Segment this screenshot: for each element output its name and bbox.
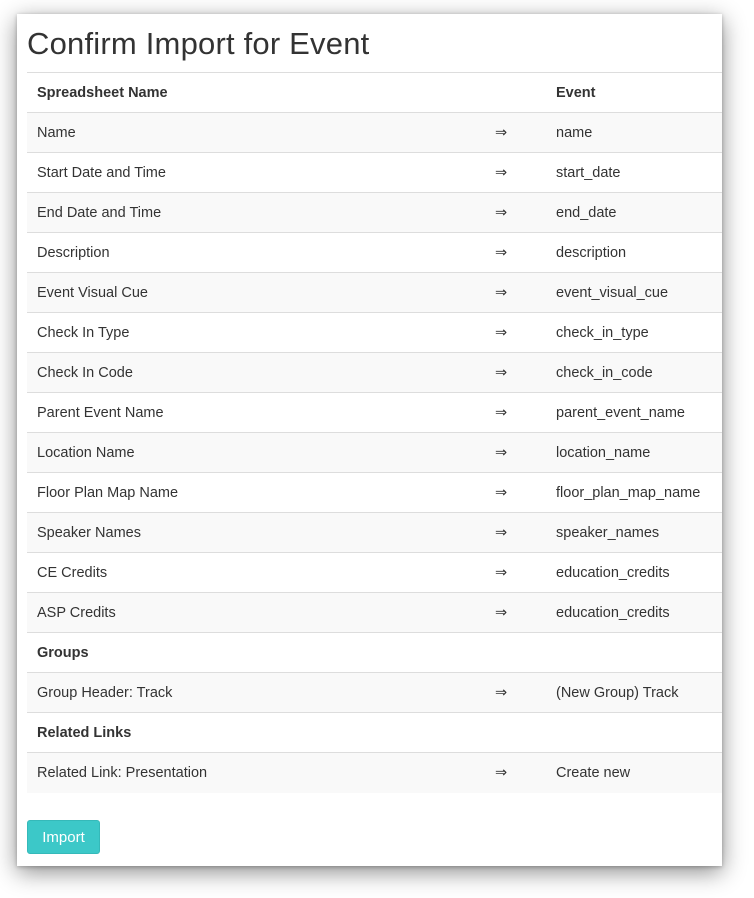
mapping-arrow-icon: ⇒ xyxy=(485,433,546,473)
row-target: event_visual_cue xyxy=(546,273,722,313)
row-source: Name xyxy=(27,113,485,153)
header-event: Event xyxy=(546,73,722,113)
mapping-arrow-icon: ⇒ xyxy=(485,513,546,553)
mapping-arrow-icon: ⇒ xyxy=(485,273,546,313)
mapping-arrow-icon: ⇒ xyxy=(485,313,546,353)
row-source: Floor Plan Map Name xyxy=(27,473,485,513)
row-target: start_date xyxy=(546,153,722,193)
row-target: description xyxy=(546,233,722,273)
row-source: Group Header: Track xyxy=(27,673,485,713)
mapping-arrow-icon: ⇒ xyxy=(485,233,546,273)
table-row xyxy=(27,353,722,393)
mapping-arrow-icon: ⇒ xyxy=(485,473,546,513)
row-target: check_in_type xyxy=(546,313,722,353)
table-row xyxy=(27,393,722,433)
row-target: end_date xyxy=(546,193,722,233)
mapping-arrow-icon: ⇒ xyxy=(485,753,546,793)
mapping-arrow-icon: ⇒ xyxy=(485,353,546,393)
table-row xyxy=(27,513,722,553)
row-source: Event Visual Cue xyxy=(27,273,485,313)
table-row xyxy=(27,153,722,193)
row-source: ASP Credits xyxy=(27,593,485,633)
header-spreadsheet-name: Spreadsheet Name xyxy=(27,73,485,113)
row-source: Speaker Names xyxy=(27,513,485,553)
table-row xyxy=(27,313,722,353)
mapping-arrow-icon: ⇒ xyxy=(485,593,546,633)
table-row xyxy=(27,753,722,793)
table-row xyxy=(27,113,722,153)
row-source: Location Name xyxy=(27,433,485,473)
mapping-arrow-icon: ⇒ xyxy=(485,393,546,433)
section-title-groups: Groups xyxy=(27,633,722,673)
row-source: End Date and Time xyxy=(27,193,485,233)
row-source: Start Date and Time xyxy=(27,153,485,193)
row-target: (New Group) Track xyxy=(546,673,722,713)
row-target: check_in_code xyxy=(546,353,722,393)
table-row xyxy=(27,473,722,513)
row-target: Create new xyxy=(546,753,722,793)
table-row xyxy=(27,553,722,593)
row-target: location_name xyxy=(546,433,722,473)
mapping-arrow-icon: ⇒ xyxy=(485,673,546,713)
mapping-arrow-icon: ⇒ xyxy=(485,113,546,153)
table-row xyxy=(27,673,722,713)
row-source: Parent Event Name xyxy=(27,393,485,433)
table-row xyxy=(27,273,722,313)
row-source: CE Credits xyxy=(27,553,485,593)
table-row xyxy=(27,593,722,633)
row-source: Check In Type xyxy=(27,313,485,353)
row-target: name xyxy=(546,113,722,153)
mapping-arrow-icon: ⇒ xyxy=(485,553,546,593)
row-target: floor_plan_map_name xyxy=(546,473,722,513)
section-header-groups xyxy=(27,633,722,673)
section-title-related-links: Related Links xyxy=(27,713,722,753)
row-target: parent_event_name xyxy=(546,393,722,433)
row-source: Related Link: Presentation xyxy=(27,753,485,793)
table-row xyxy=(27,433,722,473)
import-button[interactable]: Import xyxy=(27,820,100,854)
mapping-table xyxy=(27,72,722,793)
row-target: education_credits xyxy=(546,593,722,633)
row-source: Description xyxy=(27,233,485,273)
mapping-arrow-icon: ⇒ xyxy=(485,193,546,233)
section-header-related-links xyxy=(27,713,722,753)
header-arrow-spacer xyxy=(485,73,546,113)
table-header-row xyxy=(27,73,722,113)
table-row xyxy=(27,193,722,233)
table-row xyxy=(27,233,722,273)
row-source: Check In Code xyxy=(27,353,485,393)
import-confirmation-panel xyxy=(17,14,722,866)
row-target: education_credits xyxy=(546,553,722,593)
page-title: Confirm Import for Event xyxy=(27,26,370,61)
mapping-arrow-icon: ⇒ xyxy=(485,153,546,193)
row-target: speaker_names xyxy=(546,513,722,553)
